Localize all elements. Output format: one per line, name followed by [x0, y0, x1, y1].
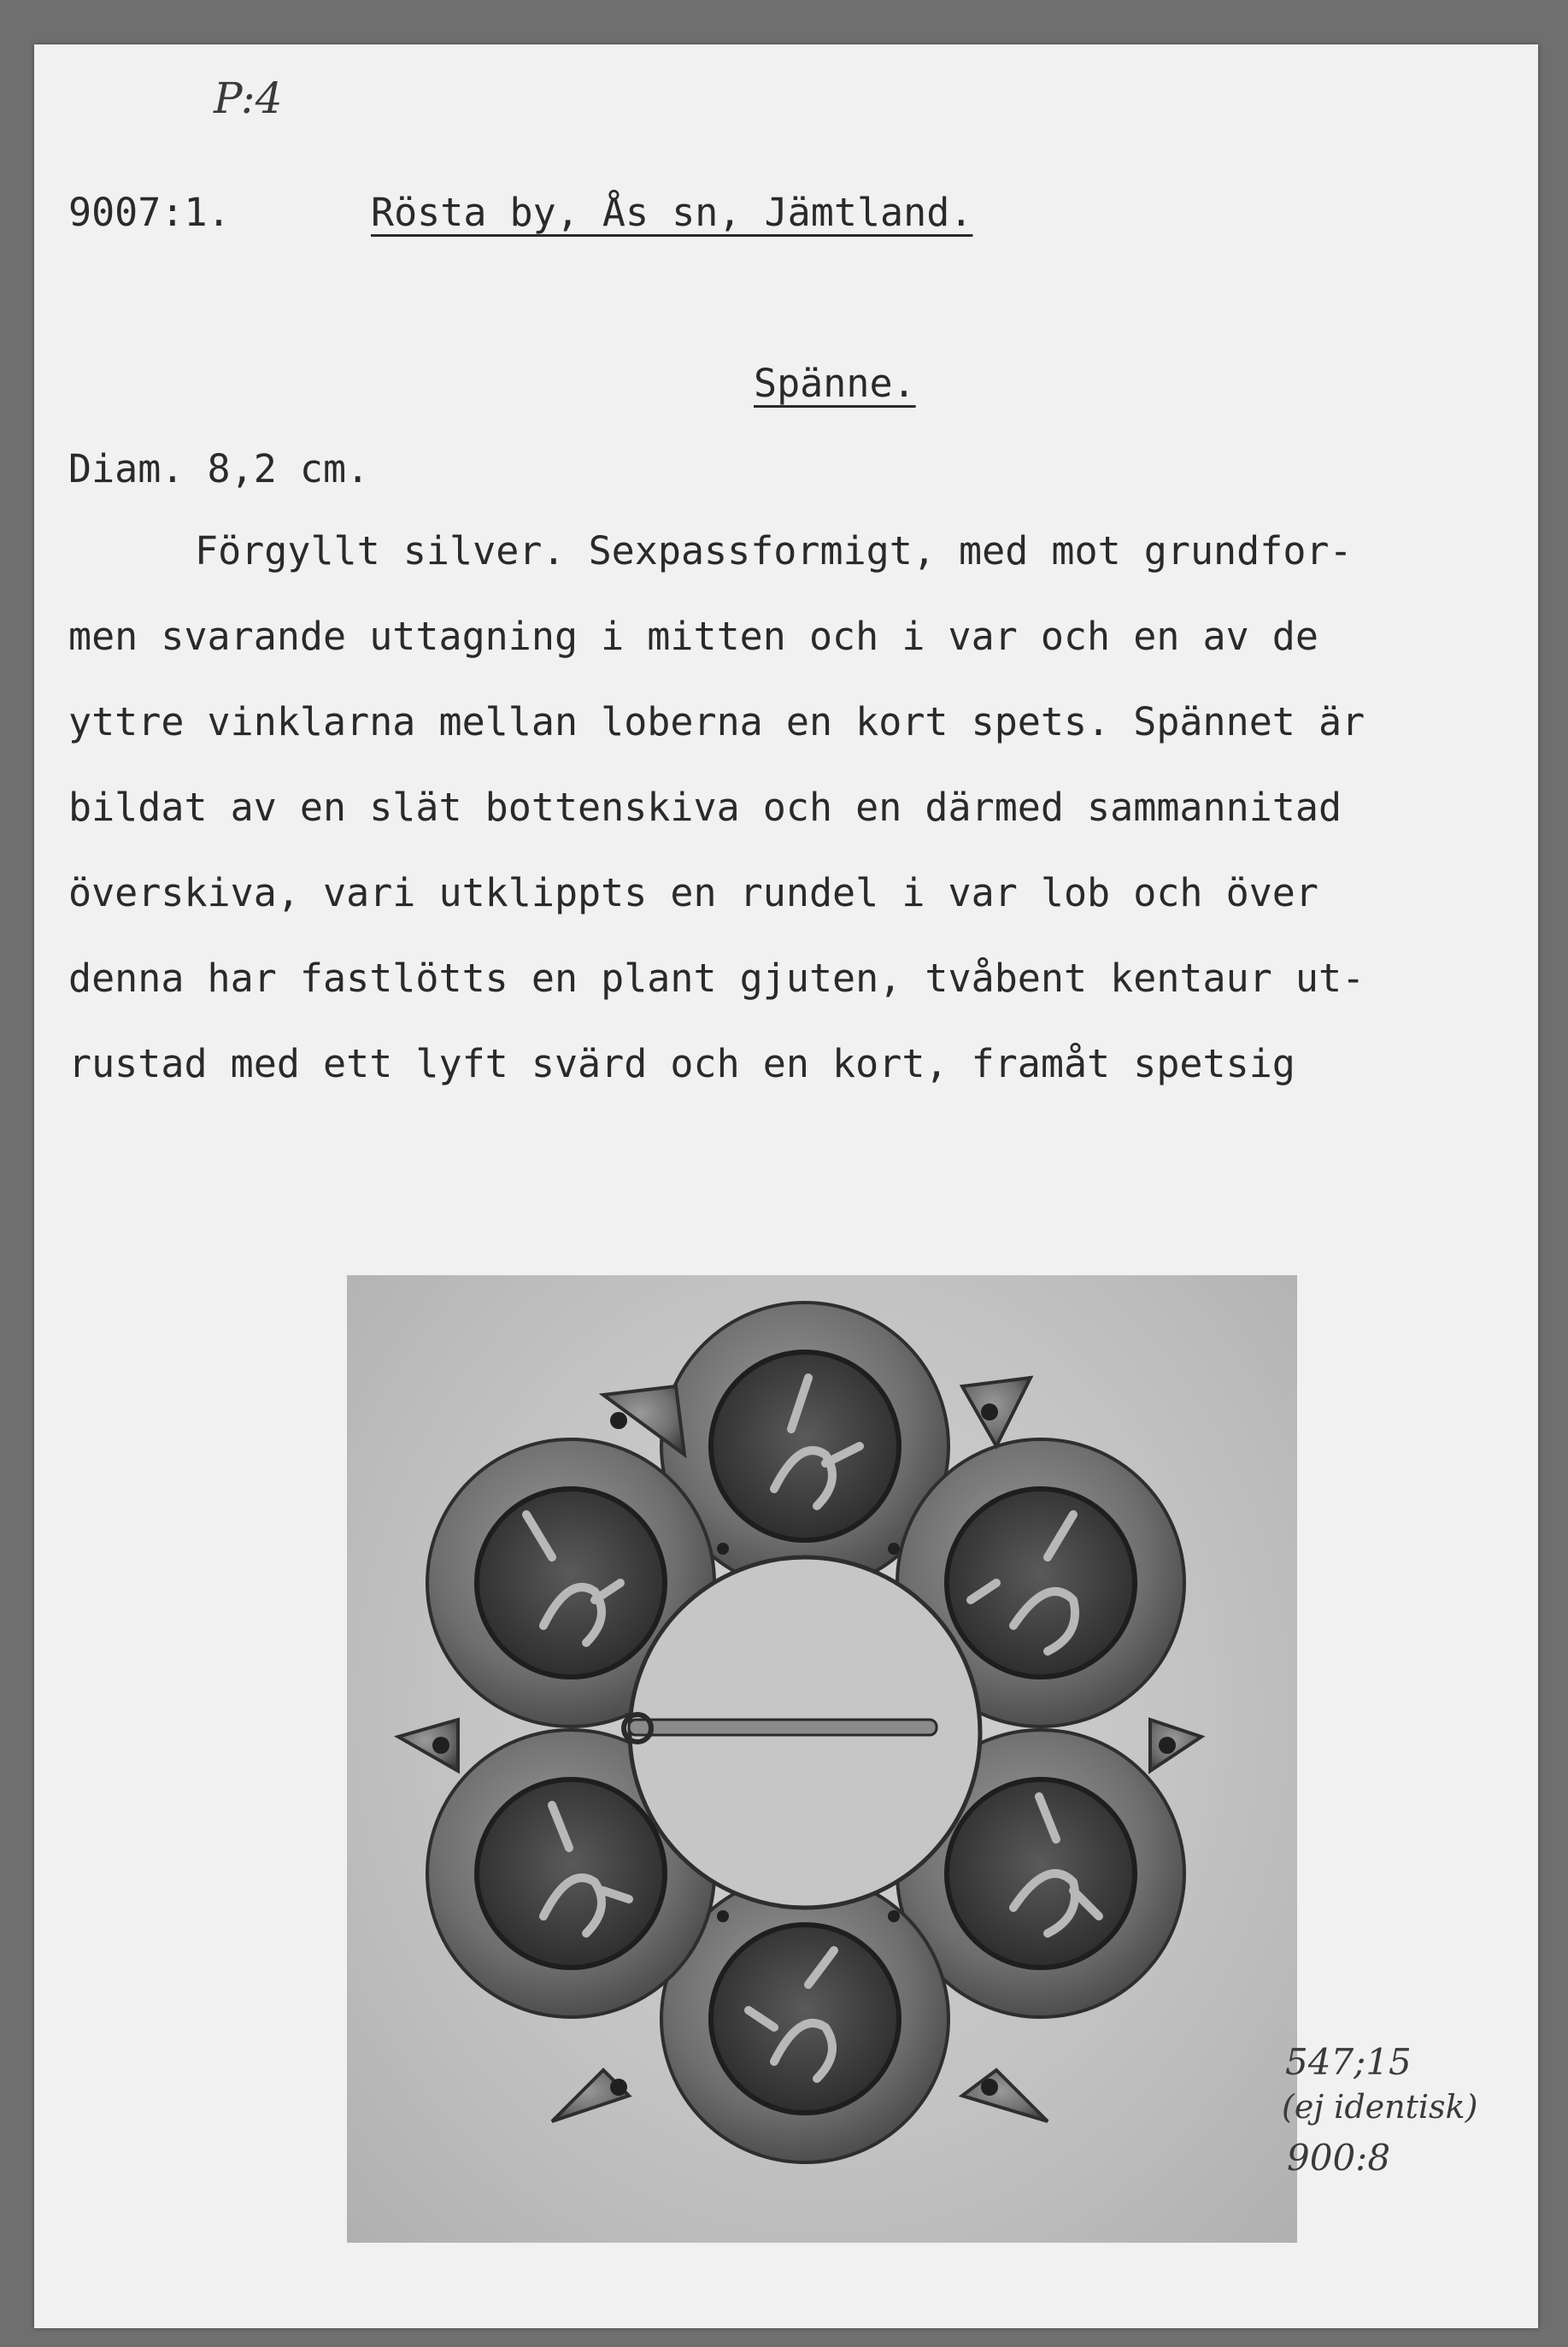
description-line-2: men svarande uttagning i mitten och i var och en av de [68, 614, 1318, 659]
brooch-illustration [347, 1275, 1297, 2243]
dimension: Diam. 8,2 cm. [68, 446, 370, 491]
description-line-3: yttre vinklarna mellan loberna en kort spets. Spännet är [68, 699, 1365, 744]
location-heading: Rösta by, Ås sn, Jämtland. [371, 190, 973, 235]
description-line-6: denna har fastlötts en plant gjuten, tvåbent kentaur ut- [68, 956, 1365, 1001]
handwritten-note-3: 900:8 [1287, 2137, 1391, 2179]
description-line-7: rustad med ett lyft svärd och en kort, framåt spetsig [68, 1041, 1295, 1086]
description-line-1: Förgyllt silver. Sexpassformigt, med mot grundfor- [195, 528, 1353, 574]
handwritten-note-2: (ej identisk) [1282, 2088, 1478, 2126]
description-line-5: överskiva, vari utklippts en rundel i var lob och över [68, 870, 1318, 915]
object-title: Spänne. [754, 361, 916, 406]
catalog-number: 9007:1. [68, 190, 231, 235]
catalog-card [34, 44, 1538, 2328]
brooch-photo [347, 1275, 1297, 2243]
plate-number: P:4 [214, 74, 283, 123]
handwritten-note-1: 547;15 [1285, 2041, 1412, 2083]
description-line-4: bildat av en slät bottenskiva och en därmed sammannitad [68, 785, 1342, 830]
